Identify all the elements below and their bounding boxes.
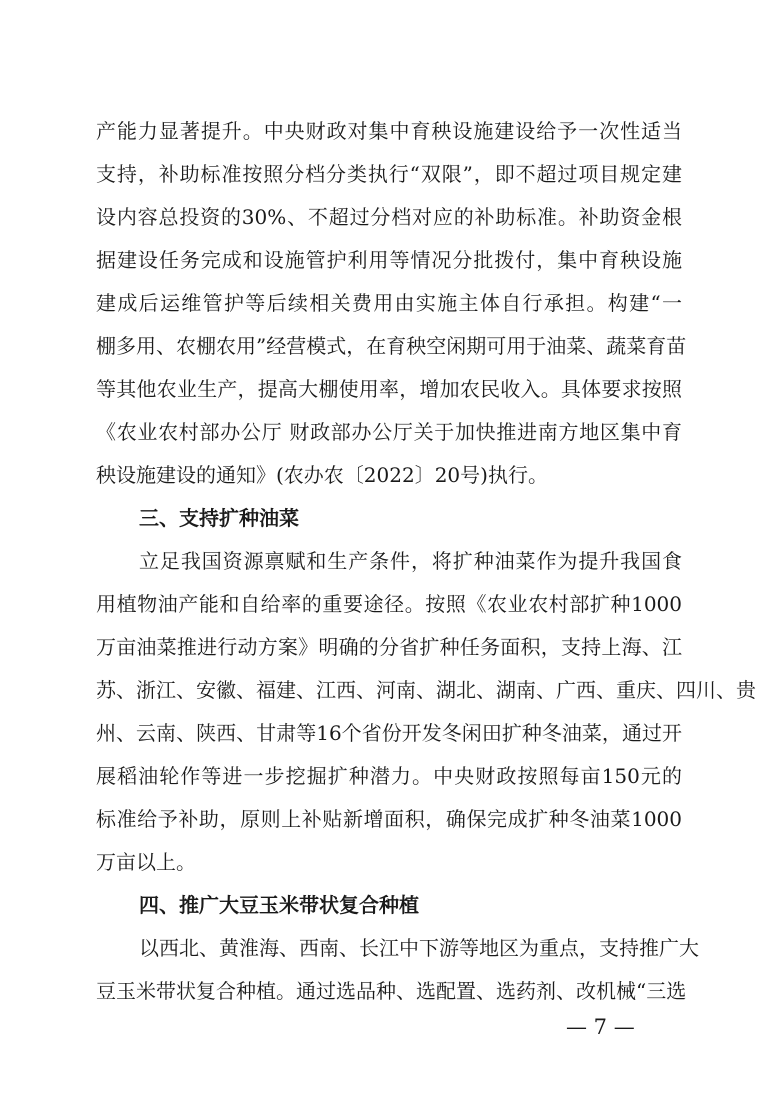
paragraph-line: 苏、浙江、安徽、福建、江西、河南、湖北、湖南、广西、重庆、四川、贵 — [96, 678, 756, 702]
section-heading: 三、支持扩种油菜 — [139, 506, 299, 530]
paragraph-line: 展稻油轮作等进一步挖掘扩种潜力。中央财政按照每亩150元的 — [96, 764, 682, 788]
paragraph-line: 等其他农业生产，提高大棚使用率，增加农民收入。具体要求按照 — [96, 377, 682, 401]
section-heading: 四、推广大豆玉米带状复合种植 — [139, 893, 419, 917]
paragraph-line: 万亩以上。 — [96, 850, 196, 874]
page-number: — 7 — — [566, 1015, 635, 1039]
paragraph-line: 万亩油菜推进行动方案》明确的分省扩种任务面积，支持上海、江 — [96, 635, 682, 659]
paragraph-line: 产能力显著提升。中央财政对集中育秧设施建设给予一次性适当 — [96, 119, 682, 143]
paragraph-line: 以西北、黄淮海、西南、长江中下游等地区为重点，支持推广大 — [139, 936, 699, 960]
paragraph-line: 据建设任务完成和设施管护利用等情况分批拨付，集中育秧设施 — [96, 248, 682, 272]
paragraph-line: 立足我国资源禀赋和生产条件，将扩种油菜作为提升我国食 — [139, 549, 682, 573]
paragraph-line: 《农业农村部办公厅 财政部办公厅关于加快推进南方地区集中育 — [96, 420, 682, 444]
paragraph-line: 建成后运维管护等后续相关费用由实施主体自行承担。构建“一 — [96, 291, 682, 315]
paragraph-line: 支持，补助标准按照分档分类执行“双限”，即不超过项目规定建 — [96, 162, 682, 186]
paragraph-line: 秧设施建设的通知》(农办农〔2022〕20号)执行。 — [96, 463, 548, 487]
paragraph-line: 标准给予补助，原则上补贴新增面积，确保完成扩种冬油菜1000 — [96, 807, 682, 831]
paragraph-line: 州、云南、陕西、甘肃等16个省份开发冬闲田扩种冬油菜，通过开 — [96, 721, 682, 745]
paragraph-line: 用植物油产能和自给率的重要途径。按照《农业农村部扩种1000 — [96, 592, 682, 616]
paragraph-line: 棚多用、农棚农用”经营模式，在育秧空闲期可用于油菜、蔬菜育苗 — [96, 334, 687, 358]
paragraph-line: 设内容总投资的30%、不超过分档对应的补助标准。补助资金根 — [96, 205, 682, 229]
paragraph-line: 豆玉米带状复合种植。通过选品种、选配置、选药剂、改机械“三选 — [96, 979, 687, 1003]
